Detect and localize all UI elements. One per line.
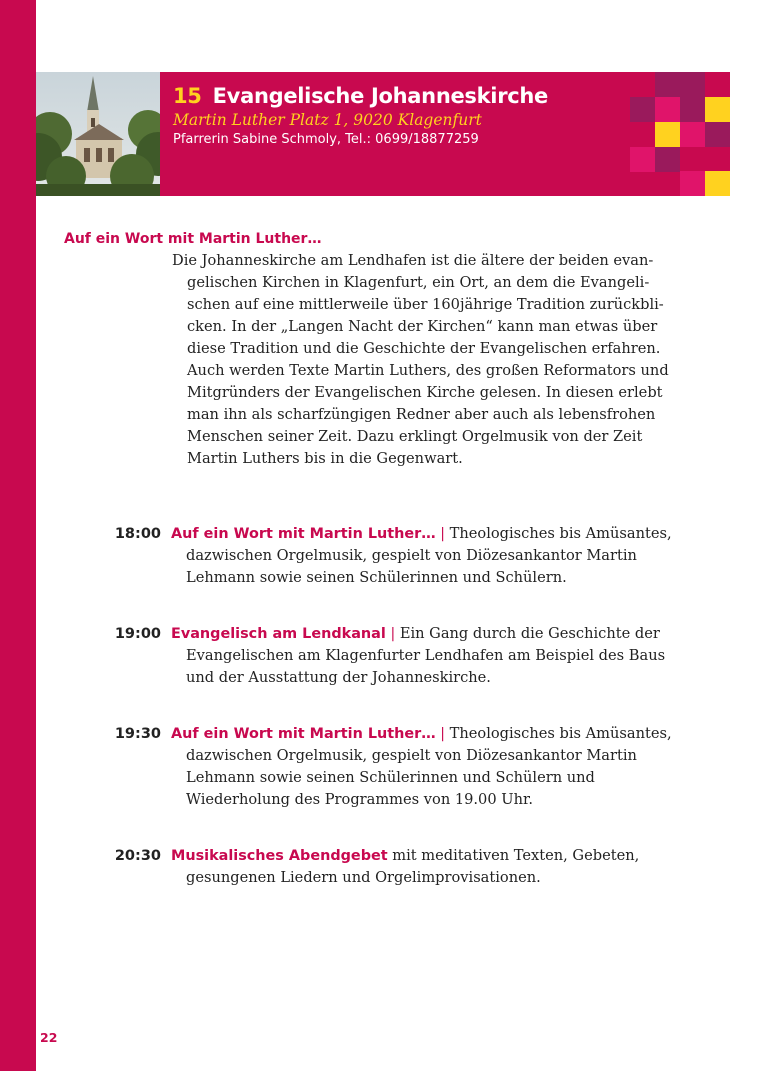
event-first-line xyxy=(171,723,736,745)
church-photo-image xyxy=(36,72,160,196)
event-first-line xyxy=(171,523,736,545)
event-line: und der Ausstattung der Johanneskirche. xyxy=(186,669,491,686)
event-title: Musikalisches Abendgebet xyxy=(171,848,388,864)
event-time: 18:00 xyxy=(114,526,161,542)
header-text xyxy=(173,84,548,147)
intro-line: diese Tradition und die Geschichte der Evangelischen erfahren. xyxy=(187,340,661,357)
church-title xyxy=(173,84,548,108)
mosaic-tile xyxy=(680,171,705,196)
left-margin-bar xyxy=(0,0,36,1071)
mosaic-tile xyxy=(680,72,705,97)
intro-line: Martin Luthers bis in die Gegenwart. xyxy=(187,450,463,467)
event-text: Ein Gang durch die Geschichte der xyxy=(399,625,660,642)
mosaic-tile xyxy=(655,147,680,172)
section-heading: Auf ein Wort mit Martin Luther… xyxy=(64,231,322,247)
mosaic-tile xyxy=(655,72,680,97)
event-text: mit meditativen Texten, Gebeten, xyxy=(392,847,640,864)
event-time: 20:30 xyxy=(114,848,161,864)
church-name: Evangelische Johanneskirche xyxy=(212,84,548,108)
event-title: Evangelisch am Lendkanal xyxy=(171,626,386,642)
mosaic-tile xyxy=(655,97,680,122)
event-body xyxy=(171,845,736,889)
page-number: 22 xyxy=(40,1030,58,1045)
event-separator: | xyxy=(440,726,445,742)
mosaic-tile xyxy=(705,171,730,196)
intro-line: Menschen seiner Zeit. Dazu erklingt Orgelmusik von der Zeit xyxy=(187,428,643,445)
event-separator: | xyxy=(390,626,396,642)
event-body xyxy=(171,523,736,589)
event-first-line xyxy=(171,845,736,867)
mosaic-tile xyxy=(655,122,680,147)
church-number: 15 xyxy=(173,84,202,108)
mosaic-tile xyxy=(630,147,655,172)
event-line: gesungenen Liedern und Orgelimprovisationen. xyxy=(186,869,541,886)
intro-line: gelischen Kirchen in Klagenfurt, ein Ort, an dem die Evangeli- xyxy=(187,274,650,291)
church-photo xyxy=(36,72,160,196)
event-text: Theologisches bis Amüsantes, xyxy=(449,725,672,742)
event-line: Evangelischen am Klagenfurter Lendhafen am Beispiel des Baus xyxy=(186,647,666,664)
event-first-line xyxy=(171,623,736,645)
intro-paragraph xyxy=(172,250,732,470)
mosaic-tile xyxy=(630,97,655,122)
mosaic-tile xyxy=(705,122,730,147)
event-time: 19:00 xyxy=(114,626,161,642)
event-line: Lehmann sowie seinen Schülerinnen und Schülern. xyxy=(186,569,567,586)
event-time: 19:30 xyxy=(114,726,161,742)
mosaic-tile xyxy=(680,122,705,147)
event-line: dazwischen Orgelmusik, gespielt von Diözesankantor Martin xyxy=(186,547,637,564)
church-contact: Pfarrerin Sabine Schmoly, Tel.: 0699/18877259 xyxy=(173,132,479,147)
intro-line: Auch werden Texte Martin Luthers, des großen Reformators und xyxy=(187,362,669,379)
event-title: Auf ein Wort mit Martin Luther… xyxy=(171,726,436,742)
event-text: Theologisches bis Amüsantes, xyxy=(449,525,672,542)
church-header xyxy=(36,72,730,196)
event-line: Lehmann sowie seinen Schülerinnen und Schülern und xyxy=(186,769,595,786)
intro-line: Die Johanneskirche am Lendhafen ist die ältere der beiden evan- xyxy=(172,252,654,269)
event-line: Wiederholung des Programmes von 19.00 Uhr. xyxy=(186,791,533,808)
mosaic-decoration xyxy=(630,72,730,196)
church-address: Martin Luther Platz 1, 9020 Klagenfurt xyxy=(173,111,482,129)
event-separator: | xyxy=(440,526,445,542)
event-body xyxy=(171,723,736,811)
intro-line: Mitgründers der Evangelischen Kirche gelesen. In diesen erlebt xyxy=(187,384,663,401)
mosaic-tile xyxy=(705,97,730,122)
intro-line: schen auf eine mittlerweile über 160jährige Tradition zurückbli- xyxy=(187,296,664,313)
event-body xyxy=(171,623,736,689)
mosaic-tile xyxy=(680,97,705,122)
event-title: Auf ein Wort mit Martin Luther… xyxy=(171,526,436,542)
intro-line: cken. In der „Langen Nacht der Kirchen“ kann man etwas über xyxy=(187,318,658,335)
intro-line: man ihn als scharfzüngigen Redner aber auch als lebensfrohen xyxy=(187,406,656,423)
event-line: dazwischen Orgelmusik, gespielt von Diözesankantor Martin xyxy=(186,747,637,764)
